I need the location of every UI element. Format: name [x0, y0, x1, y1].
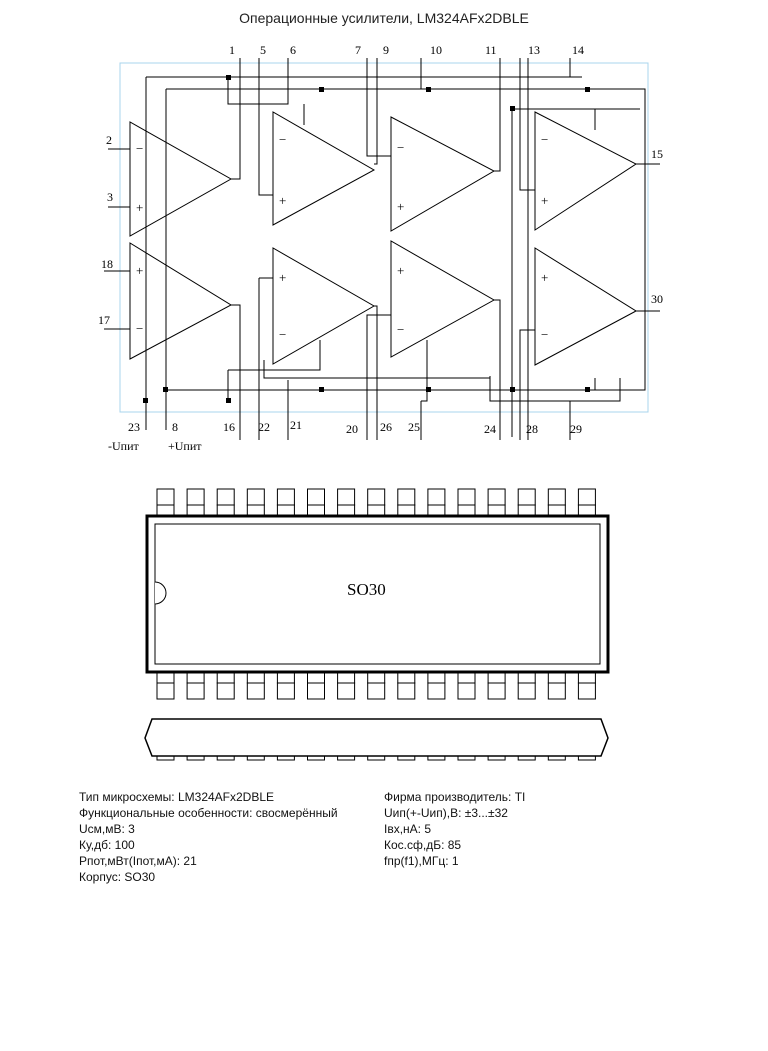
- info-right-column: [384, 789, 525, 869]
- sign-minus: −: [136, 141, 144, 156]
- package-notch: [155, 582, 166, 604]
- package-pin-bottom: [398, 683, 415, 699]
- package-pin-bottom: [548, 683, 565, 699]
- pin-label: 2: [106, 133, 112, 147]
- package-pin-bottom: [518, 683, 535, 699]
- sign-plus: +: [397, 263, 405, 278]
- package-pin-bottom-lead: [398, 672, 415, 683]
- package-pin-bottom: [578, 683, 595, 699]
- info-manufacturer: Фирма производитель: TI: [384, 790, 526, 804]
- package-pin-bottom-lead: [548, 672, 565, 683]
- sign-minus: −: [541, 132, 549, 147]
- package-pin-top: [338, 489, 355, 505]
- pin-label: 3: [107, 190, 113, 204]
- package-pin-bottom: [458, 683, 475, 699]
- package-pins-bottom: [157, 672, 595, 699]
- package-pin-top: [548, 489, 565, 505]
- package-pin-bottom-lead: [187, 672, 204, 683]
- package-pin-bottom-lead: [247, 672, 264, 683]
- sign-plus: +: [136, 263, 144, 278]
- package-pin-top-lead: [217, 505, 234, 516]
- supply-rail-minus: [146, 77, 582, 401]
- package-label: SO30: [347, 580, 386, 599]
- pin-label: 18: [101, 257, 113, 271]
- package-pin-bottom-lead: [217, 672, 234, 683]
- pin-label: 10: [430, 43, 442, 57]
- package-pin-top-lead: [338, 505, 355, 516]
- package-pin-bottom: [368, 683, 385, 699]
- info-gain: Ку,дб: 100: [79, 838, 135, 852]
- opamp-2: [130, 243, 231, 359]
- pin-label: 14: [572, 43, 584, 57]
- package-pin-top: [217, 489, 234, 505]
- package-pin-top-lead: [428, 505, 445, 516]
- package-pin-top-lead: [578, 505, 595, 516]
- sign-plus: +: [397, 199, 405, 214]
- package-pin-top: [277, 489, 294, 505]
- info-frequency: fпр(f1),МГц: 1: [384, 854, 459, 868]
- sign-minus: −: [279, 327, 287, 342]
- sign-minus: −: [279, 132, 287, 147]
- info-chip-type: Тип микросхемы: LM324AFx2DBLE: [79, 790, 275, 804]
- pin-label: 23: [128, 420, 140, 434]
- supply-minus-label: -Uпит: [108, 439, 139, 453]
- sign-minus: −: [541, 327, 549, 342]
- package-pin-bottom: [338, 683, 355, 699]
- package-pin-bottom-lead: [578, 672, 595, 683]
- package-pin-top: [488, 489, 505, 505]
- package-pin-top-lead: [548, 505, 565, 516]
- sign-plus: +: [541, 270, 549, 285]
- pin-label: 30: [651, 292, 663, 306]
- pin-label: 24: [484, 422, 496, 436]
- supply-plus-label: +Uпит: [168, 439, 202, 453]
- pin-label: 29: [570, 422, 582, 436]
- schematic-frame: [120, 63, 648, 412]
- package-pins-top: [157, 489, 595, 516]
- opamp-7: [535, 112, 636, 230]
- package-pin-top: [578, 489, 595, 505]
- pin-label: 26: [380, 420, 392, 434]
- package-pin-top: [458, 489, 475, 505]
- package-pin-top-lead: [458, 505, 475, 516]
- package-pin-bottom-lead: [428, 672, 445, 683]
- package-pin-bottom: [217, 683, 234, 699]
- sign-minus: −: [397, 140, 405, 155]
- sign-plus: +: [279, 193, 287, 208]
- package-pin-top: [157, 489, 174, 505]
- package-pin-bottom-lead: [458, 672, 475, 683]
- package-pin-bottom: [157, 683, 174, 699]
- package-side-view: [145, 719, 608, 760]
- package-pin-bottom: [247, 683, 264, 699]
- pin-label: 25: [408, 420, 420, 434]
- package-pin-top: [518, 489, 535, 505]
- package-pin-bottom: [308, 683, 325, 699]
- info-power: Pпот,мВт(Iпот,мА): 21: [79, 854, 197, 868]
- package-pin-top-lead: [368, 505, 385, 516]
- package-pin-top-lead: [277, 505, 294, 516]
- info-package: Корпус: SO30: [79, 870, 156, 884]
- package-pin-top-lead: [488, 505, 505, 516]
- package-pin-top-lead: [308, 505, 325, 516]
- sign-plus: +: [279, 270, 287, 285]
- package-pin-bottom-lead: [338, 672, 355, 683]
- info-features: Функциональные особенности: свосмерённый: [79, 806, 338, 820]
- pin-label: 9: [383, 43, 389, 57]
- pin-label: 20: [346, 422, 358, 436]
- package-pin-bottom-lead: [368, 672, 385, 683]
- package-pin-top-lead: [518, 505, 535, 516]
- pin-label: 13: [528, 43, 540, 57]
- package-pin-bottom: [277, 683, 294, 699]
- package-pin-top-lead: [398, 505, 415, 516]
- package-pin-bottom: [428, 683, 445, 699]
- sign-plus: +: [136, 200, 144, 215]
- package-pin-top: [308, 489, 325, 505]
- package-pin-top-lead: [247, 505, 264, 516]
- opamp-4: [273, 248, 374, 364]
- info-input-current: Iвх,нА: 5: [384, 822, 432, 836]
- pin-label: 28: [526, 422, 538, 436]
- sign-plus: +: [541, 193, 549, 208]
- package-pin-top: [187, 489, 204, 505]
- package-pin-bottom-lead: [518, 672, 535, 683]
- opamp-3: [273, 112, 374, 225]
- info-left-column: [79, 789, 338, 885]
- pin-label: 5: [260, 43, 266, 57]
- package-pin-bottom-lead: [488, 672, 505, 683]
- pin-label: 6: [290, 43, 296, 57]
- package-pin-top-lead: [157, 505, 174, 516]
- pin-label: 7: [355, 43, 361, 57]
- package-pin-top: [368, 489, 385, 505]
- package-pin-bottom-lead: [157, 672, 174, 683]
- package-pin-top: [398, 489, 415, 505]
- package-pin-bottom: [187, 683, 204, 699]
- opamp-6: [391, 241, 494, 357]
- pin-label: 21: [290, 418, 302, 432]
- pin-label: 1: [229, 43, 235, 57]
- package-pin-top: [428, 489, 445, 505]
- pin-label: 16: [223, 420, 235, 434]
- info-supply-voltage: Uип(+-Uип),В: ±3...±32: [384, 806, 508, 820]
- opamp-1: [130, 122, 231, 236]
- package-pin-bottom-lead: [308, 672, 325, 683]
- info-offset-voltage: Uсм,мВ: 3: [79, 822, 135, 836]
- pin-label: 22: [258, 420, 270, 434]
- pin-label: 11: [485, 43, 497, 57]
- package-pin-top-lead: [187, 505, 204, 516]
- sign-minus: −: [397, 322, 405, 337]
- package-pin-top: [247, 489, 264, 505]
- info-cmrr: Кос.сф,дБ: 85: [384, 838, 462, 852]
- pin-label: 17: [98, 313, 110, 327]
- pin-label: 15: [651, 147, 663, 161]
- opamp-5: [391, 117, 494, 231]
- page-title: Операционные усилители, LM324AFx2DBLE: [239, 10, 529, 26]
- sign-minus: −: [136, 321, 144, 336]
- pin-label: 8: [172, 420, 178, 434]
- package-pin-bottom: [488, 683, 505, 699]
- opamp-8: [535, 248, 636, 365]
- package-pin-bottom-lead: [277, 672, 294, 683]
